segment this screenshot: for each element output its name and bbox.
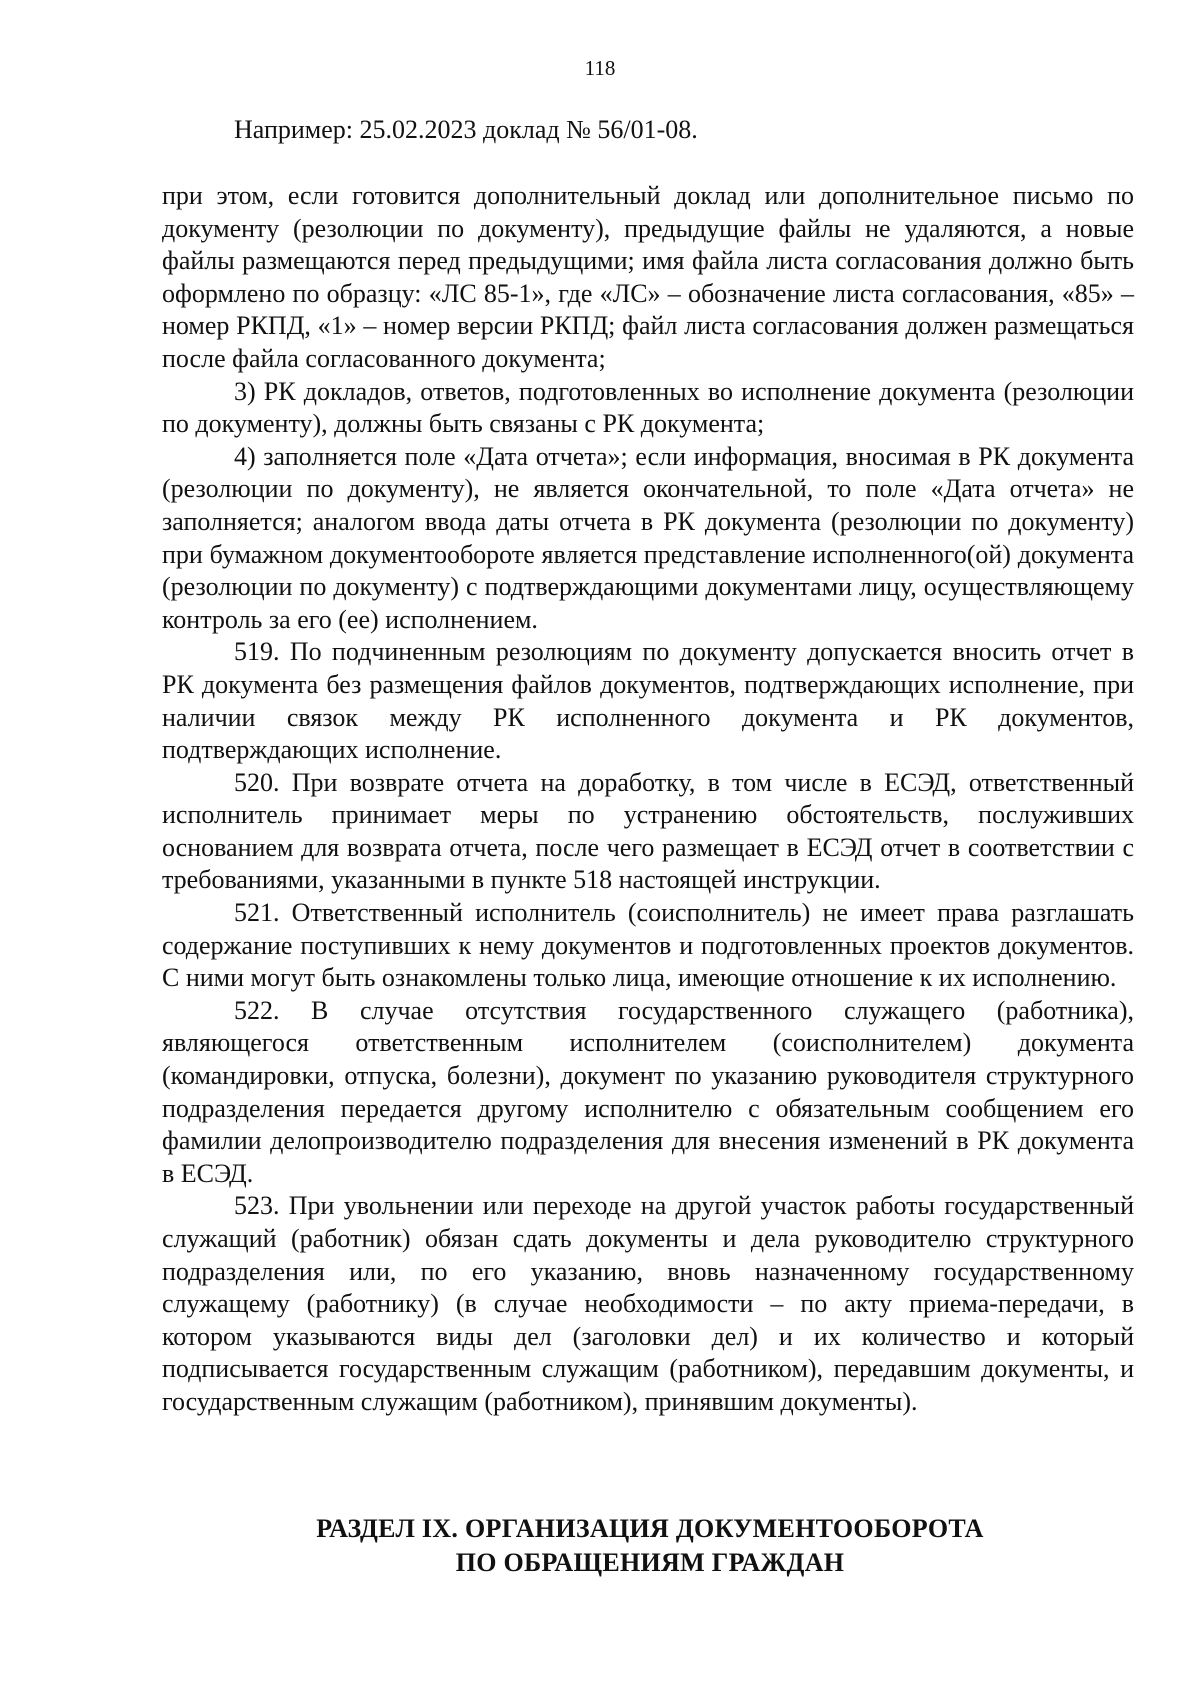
example-line: Например: 25.02.2023 доклад № 56/01-08.	[234, 115, 698, 144]
page-number: 118	[584, 56, 616, 80]
section-heading-line-2: ПО ОБРАЩЕНИЯМ ГРАЖДАН	[455, 1548, 845, 1577]
paragraph-522: 522. В случае отсутствия государственного служащего (работника), являющегося ответственным исполнителем (соисполнителем) документа (командировки, отпуска, болезни), документ по указанию руководителя структурного подразделения передается другому исполнителю с обязательным сообщением его фамилии делопроизводителю подразделения для внесения изменений в РК документа в ЕСЭД.	[162, 995, 1134, 1188]
paragraph-item-4: 4) заполняется поле «Дата отчета»; если информация, вносимая в РК документа (резолюции по документу), не является окончательной, то поле «Дата отчета» не заполняется; аналогом ввода даты отчета в РК документа (резолюции по документу) при бумажном документообороте является представление исполненного(ой) документа (резолюции по документу) с подтверждающими документами лицу, осуществляющему контроль за его (ее) исполнением.	[162, 441, 1134, 634]
paragraph-item-3: 3) РК докладов, ответов, подготовленных во исполнение документа (резолюции по документу), должны быть связаны с РК документа;	[162, 376, 1134, 439]
paragraph-519: 519. По подчиненным резолюциям по документу допускается вносить отчет в РК документа без размещения файлов документов, подтверждающих исполнение, при наличии связок между РК исполненного документа и РК документов, подтверждающих исполнение.	[162, 637, 1134, 765]
paragraph-523: 523. При увольнении или переходе на другой участок работы государственный служащий (работник) обязан сдать документы и дела руководителю структурного подразделения или, по его указанию, вновь назначенному государственному служащему (работнику) (в случае необходимости – по акту приема-передачи, в котором указываются виды дел (заголовки дел) и их количество и который подписывается государственным служащим (работником), передавшим документы, и государственным служащим (работником), принявшим документы).	[162, 1191, 1134, 1416]
body-text	[162, 180, 1134, 1419]
paragraph-continuation: при этом, если готовится дополнительный доклад или дополнительное письмо по документу (резолюции по документу), предыдущие файлы не удаляются, а новые файлы размещаются перед предыдущими; имя файла листа согласования должно быть оформлено по образцу: «ЛС 85-1», где «ЛС» – обозначение листа согласования, «85» – номер РКПД, «1» – номер версии РКПД; файл листа согласования должен размещаться после файла согласованного документа;	[162, 181, 1134, 373]
paragraph-520: 520. При возврате отчета на доработку, в том числе в ЕСЭД, ответственный исполнитель принимает меры по устранению обстоятельств, послуживших основанием для возврата отчета, после чего размещает в ЕСЭД отчет в соответствии с требованиями, указанными в пункте 518 настоящей инструкции.	[162, 767, 1134, 895]
section-heading	[0, 1512, 1200, 1580]
section-heading-line-1: РАЗДЕЛ IX. ОРГАНИЗАЦИЯ ДОКУМЕНТООБОРОТА	[316, 1514, 984, 1543]
paragraph-521: 521. Ответственный исполнитель (соисполнитель) не имеет права разглашать содержание поступивших к нему документов и подготовленных проектов документов. С ними могут быть ознакомлены только лица, имеющие отношение к их исполнению.	[162, 898, 1134, 993]
